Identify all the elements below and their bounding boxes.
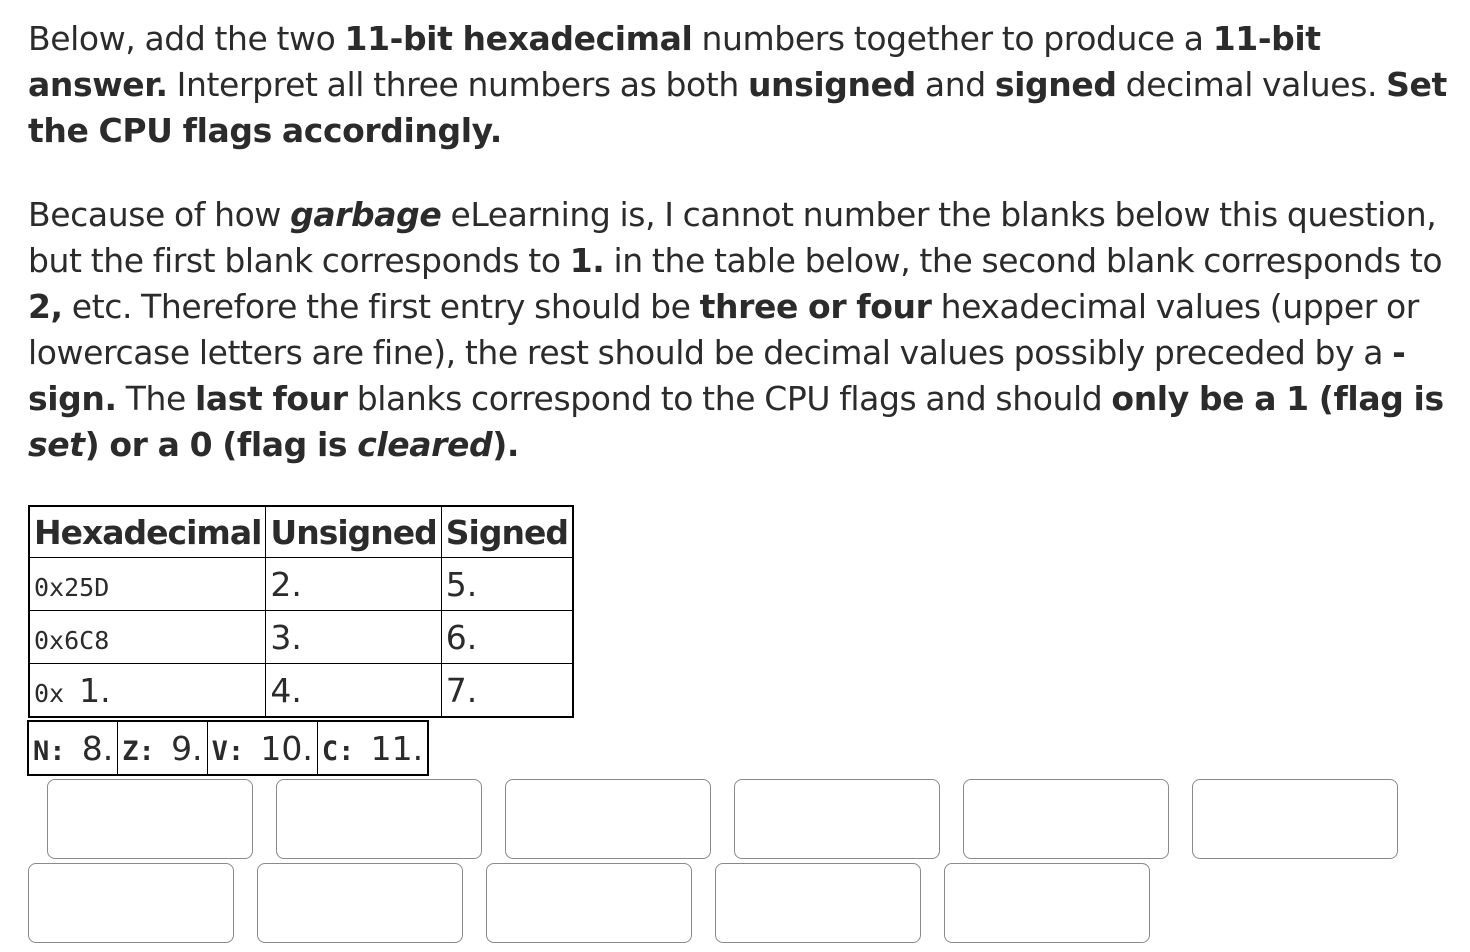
- flag-n-label: 8.: [81, 728, 114, 768]
- answer-blank-11[interactable]: [944, 863, 1150, 943]
- flag-v-cell: V: 10.: [207, 721, 317, 775]
- hex-value: 0x25D: [34, 572, 110, 602]
- header-hexadecimal: Hexadecimal: [29, 506, 266, 558]
- answer-blank-7[interactable]: [28, 863, 234, 943]
- instruction-text-segment: decimal values.: [1116, 65, 1387, 104]
- instructions-paragraph-2: [28, 192, 1468, 468]
- signed-cell: 6.: [441, 611, 573, 664]
- instruction-text-segment: ).: [492, 425, 520, 464]
- instruction-text-segment: and: [915, 65, 995, 104]
- table-row: [29, 558, 573, 611]
- instruction-text-segment: 11-bit hexadecimal: [344, 19, 693, 58]
- flag-z-cell: Z: 9.: [118, 721, 207, 775]
- hex-value: 0x6C8: [34, 625, 110, 655]
- instruction-text-segment: numbers together to produce a: [692, 19, 1213, 58]
- header-signed: Signed: [441, 506, 573, 558]
- flag-c-label: 11.: [370, 728, 424, 768]
- flag-c-letter: C: [321, 735, 339, 767]
- answer-blank-3[interactable]: [505, 779, 711, 859]
- instruction-text-segment: only be a 1 (flag is: [1111, 379, 1444, 418]
- instruction-text-segment: Set the CPU flags accordingly.: [28, 65, 1447, 150]
- instruction-text-segment: 11-bit answer.: [28, 19, 1321, 104]
- unsigned-cell: 2.: [266, 558, 441, 611]
- instruction-text-segment: unsigned: [747, 65, 916, 104]
- answer-blank-9[interactable]: [486, 863, 692, 943]
- instruction-text-segment: Interpret all three numbers as both: [167, 65, 748, 104]
- hex-cell: [29, 611, 266, 664]
- instructions-paragraph-1: [28, 16, 1468, 154]
- instruction-text-segment: eLearning is, I cannot number the blanks below this question, but the first blank corresponds to: [28, 195, 1437, 280]
- hex-blank-label: 1.: [79, 670, 111, 710]
- instruction-text-segment: last four: [194, 379, 348, 418]
- signed-cell: 7.: [441, 664, 573, 718]
- flag-c-cell: C: 11.: [317, 721, 428, 775]
- flag-z-label: 9.: [171, 728, 203, 768]
- flag-v-label: 10.: [260, 728, 313, 768]
- flag-n-letter: N: [33, 735, 50, 767]
- instruction-text-segment: garbage: [290, 195, 442, 234]
- table-row: [29, 664, 573, 718]
- hex-cell: [29, 664, 266, 718]
- instruction-text-segment: Because of how: [28, 195, 291, 234]
- unsigned-cell: 4.: [266, 664, 441, 718]
- instruction-text-segment: blanks correspond to the CPU flags and should: [347, 379, 1112, 418]
- flag-n-cell: N: 8.: [28, 721, 118, 775]
- answer-blank-1[interactable]: [47, 779, 253, 859]
- instruction-text-segment: Below, add the two: [28, 19, 345, 58]
- table-header-row: [29, 506, 573, 558]
- table-row: [29, 611, 573, 664]
- instruction-text-segment: three or four: [699, 287, 932, 326]
- instruction-text-segment: 2,: [28, 287, 63, 326]
- cpu-flags-table: [27, 720, 429, 776]
- flag-z-letter: Z: [122, 735, 139, 767]
- answer-blank-5[interactable]: [963, 779, 1169, 859]
- hex-cell: [29, 558, 266, 611]
- instruction-text-segment: ) or a 0 (flag is: [84, 425, 358, 464]
- instruction-text-segment: signed: [994, 65, 1117, 104]
- unsigned-cell: 3.: [266, 611, 441, 664]
- hex-addition-table: [28, 505, 574, 718]
- instruction-text-segment: cleared: [357, 425, 493, 464]
- instruction-text-segment: set: [28, 425, 85, 464]
- answer-blank-10[interactable]: [715, 863, 921, 943]
- instruction-text-segment: etc. Therefore the first entry should be: [62, 287, 700, 326]
- flag-v-letter: V: [211, 735, 228, 767]
- instruction-text-segment: hexadecimal values (upper or lowercase letters are fine), the rest should be decimal values possibly preceded by a: [28, 287, 1419, 372]
- answer-blank-8[interactable]: [257, 863, 463, 943]
- answer-blank-4[interactable]: [734, 779, 940, 859]
- instruction-text-segment: in the table below, the second blank corresponds to: [604, 241, 1443, 280]
- flags-row: [28, 721, 428, 775]
- instruction-text-segment: The: [116, 379, 195, 418]
- instruction-text-segment: 1.: [569, 241, 605, 280]
- header-unsigned: Unsigned: [266, 506, 441, 558]
- hex-prefix: 0x: [34, 678, 80, 708]
- instruction-text-segment: - sign.: [28, 333, 1406, 418]
- signed-cell: 5.: [441, 558, 573, 611]
- answer-blank-2[interactable]: [276, 779, 482, 859]
- answer-blank-6[interactable]: [1192, 779, 1398, 859]
